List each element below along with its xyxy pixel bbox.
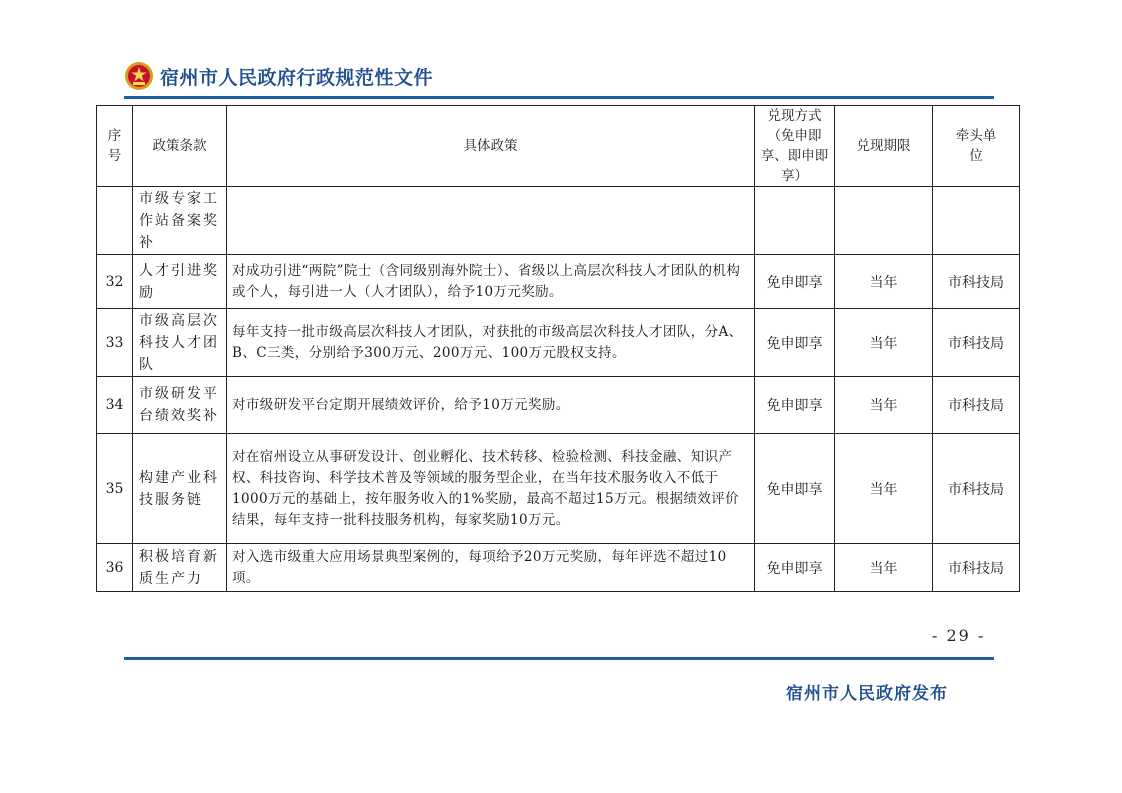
row-seq: 35: [97, 434, 133, 544]
row-method: 免申即享: [755, 377, 835, 434]
row-clause: 市级研发平台绩效奖补: [133, 377, 227, 434]
footer-rule: [124, 657, 994, 660]
row-period: [835, 187, 933, 255]
publisher-label: 宿州市人民政府发布: [786, 684, 948, 704]
row-dept: 市科技局: [933, 377, 1020, 434]
row-clause: 积极培育新质生产力: [133, 544, 227, 592]
row-method: 免申即享: [755, 434, 835, 544]
column-header-period: 兑现期限: [835, 106, 933, 187]
table-row: [97, 544, 1020, 592]
row-dept: [933, 187, 1020, 255]
column-header-dept: 牵头单位: [933, 106, 1020, 187]
row-seq: 32: [97, 255, 133, 309]
row-method: 免申即享: [755, 255, 835, 309]
row-clause: 市级高层次科技人才团队: [133, 309, 227, 377]
header-rule: [124, 96, 994, 99]
row-dept: 市科技局: [933, 544, 1020, 592]
policy-table: [96, 105, 1020, 592]
table-row: [97, 255, 1020, 309]
row-dept: 市科技局: [933, 309, 1020, 377]
table-header-row: [97, 106, 1020, 187]
column-header-method: 兑现方式（免申即享、即申即享）: [755, 106, 835, 187]
row-period: 当年: [835, 309, 933, 377]
row-detail: 对在宿州设立从事研发设计、创业孵化、技术转移、检验检测、科技金融、知识产权、科技咨询、科学技术普及等领域的服务型企业，在当年技术服务收入不低于1000万元的基础上，按年服务收入的1%奖励，最高不超过15万元。根据绩效评价结果，每年支持一批科技服务机构，每家奖励10万元。: [227, 434, 755, 544]
header-title: 宿州市人民政府行政规范性文件: [160, 66, 434, 89]
row-method: [755, 187, 835, 255]
row-seq: [97, 187, 133, 255]
table-row: [97, 434, 1020, 544]
row-dept: 市科技局: [933, 255, 1020, 309]
row-seq: 34: [97, 377, 133, 434]
row-detail: 对市级研发平台定期开展绩效评价，给予10万元奖励。: [227, 377, 755, 434]
table-row: [97, 187, 1020, 255]
row-period: 当年: [835, 377, 933, 434]
row-method: 免申即享: [755, 309, 835, 377]
row-period: 当年: [835, 255, 933, 309]
row-detail: 每年支持一批市级高层次科技人才团队，对获批的市级高层次科技人才团队，分A、B、C三类，分别给予300万元、200万元、100万元股权支持。: [227, 309, 755, 377]
row-seq: 33: [97, 309, 133, 377]
row-detail: 对成功引进“两院”院士（含同级别海外院士）、省级以上高层次科技人才团队的机构或个人，每引进一人（人才团队），给予10万元奖励。: [227, 255, 755, 309]
table-row: [97, 309, 1020, 377]
row-seq: 36: [97, 544, 133, 592]
column-header-clause: 政策条款: [133, 106, 227, 187]
document-header: [124, 56, 433, 96]
row-period: 当年: [835, 434, 933, 544]
row-clause: 构建产业科技服务链: [133, 434, 227, 544]
row-dept: 市科技局: [933, 434, 1020, 544]
column-header-seq: 序号: [97, 106, 133, 187]
row-method: 免申即享: [755, 544, 835, 592]
row-clause: 人才引进奖励: [133, 255, 227, 309]
column-header-detail: 具体政策: [227, 106, 755, 187]
row-detail: 对入选市级重大应用场景典型案例的，每项给予20万元奖励，每年评选不超过10项。: [227, 544, 755, 592]
table-row: [97, 377, 1020, 434]
row-clause: 市级专家工作站备案奖补: [133, 187, 227, 255]
national-emblem-icon: [124, 61, 154, 91]
page-number: - 29 -: [932, 626, 986, 645]
row-period: 当年: [835, 544, 933, 592]
row-detail: [227, 187, 755, 255]
